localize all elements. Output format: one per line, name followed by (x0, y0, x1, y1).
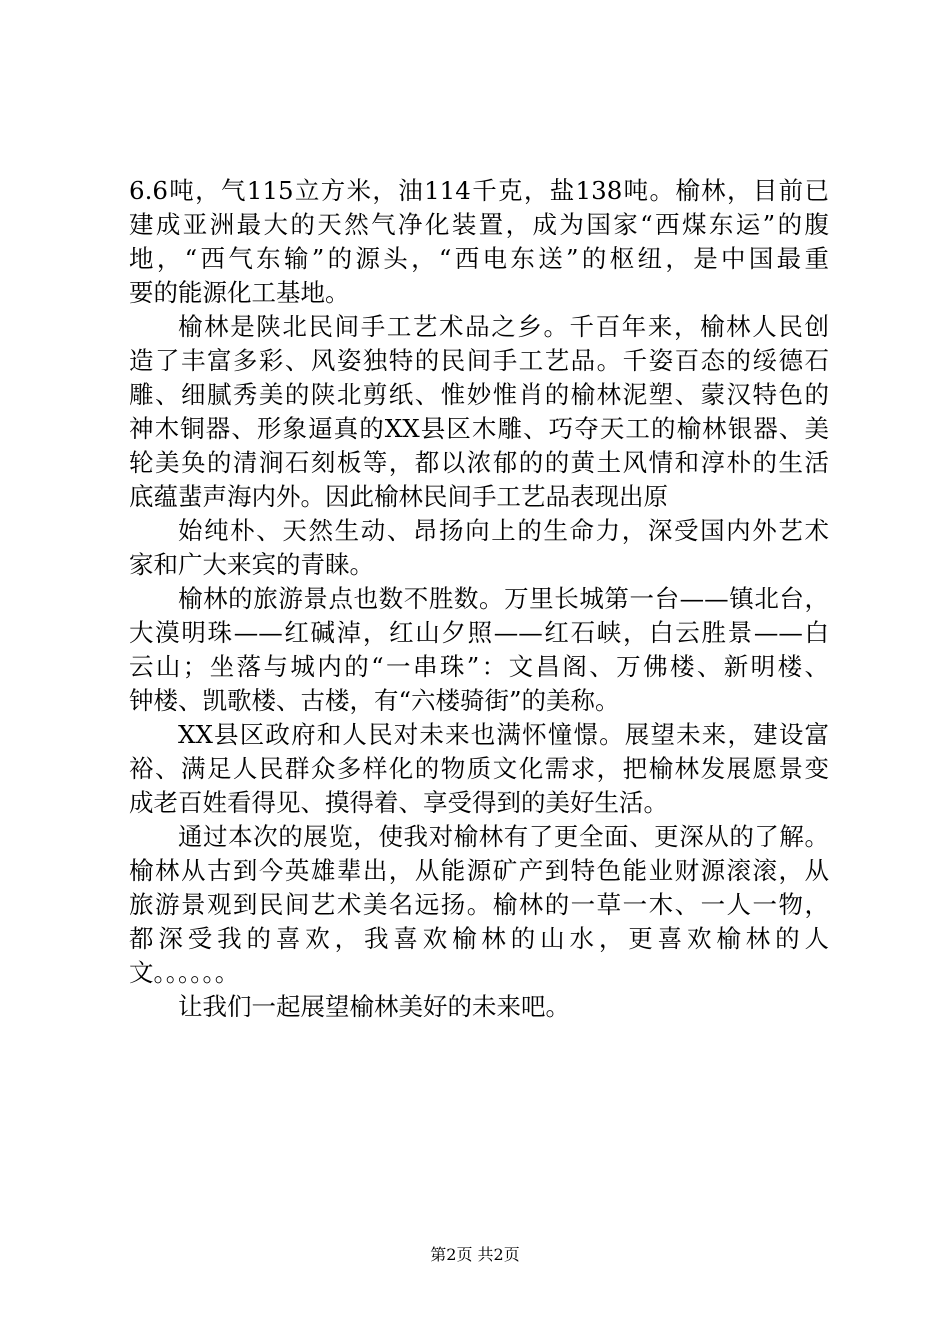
text-line: 榆林是陕北民间手工艺术品之乡。千百年来，榆林人民创 (178, 312, 829, 341)
text-line: 地，“西气东输”的源头，“西电东送”的枢纽，是中国最重 (129, 244, 829, 273)
text-line: 家和广大来宾的青睐。 (129, 550, 374, 579)
text-line: 成老百姓看得见、摸得着、享受得到的美好生活。 (129, 788, 668, 817)
document-body (129, 174, 829, 1024)
text-line: 雕、细腻秀美的陕北剪纸、惟妙惟肖的榆林泥塑、蒙汉特色的 (129, 380, 829, 409)
text-line: XX县区政府和人民对未来也满怀憧憬。展望未来，建设富 (178, 720, 829, 749)
text-line: 文。。。。。。 (129, 958, 240, 987)
text-line: 轮美奂的清涧石刻板等，都以浓郁的的黄土风情和淳朴的生活 (129, 448, 829, 477)
text-line: 榆林从古到今英雄辈出，从能源矿产到特色能业财源滚滚，从 (129, 856, 829, 885)
text-line: 造了丰富多彩、风姿独特的民间手工艺品。千姿百态的绥德石 (129, 346, 829, 375)
paragraph (129, 820, 829, 990)
text-line: 榆林的旅游景点也数不胜数。万里长城第一台——镇北台， (178, 584, 829, 613)
paragraph (129, 718, 829, 820)
text-line: 云山；坐落与城内的“一串珠”：文昌阁、万佛楼、新明楼、 (129, 652, 829, 681)
text-line: 底蕴蜚声海内外。因此榆林民间手工艺品表现出原 (129, 482, 668, 511)
text-line: 始纯朴、天然生动、昂扬向上的生命力，深受国内外艺术 (178, 516, 829, 545)
text-line: 裕、满足人民群众多样化的物质文化需求，把榆林发展愿景变 (129, 754, 829, 783)
text-line: 让我们一起展望榆林美好的未来吧。 (178, 992, 570, 1021)
paragraph (129, 174, 829, 310)
paragraph (129, 990, 829, 1024)
text-line: 神木铜器、形象逼真的XX县区木雕、巧夺天工的榆林银器、美 (129, 414, 829, 443)
text-line: 大漠明珠——红碱淖，红山夕照——红石峡，白云胜景——白 (129, 618, 829, 647)
text-line: 要的能源化工基地。 (129, 278, 350, 307)
text-line: 旅游景观到民间艺术美名远扬。榆林的一草一木、一人一物， (129, 890, 829, 919)
text-line: 都深受我的喜欢，我喜欢榆林的山水，更喜欢榆林的人 (129, 924, 829, 953)
text-line: 通过本次的展览，使我对榆林有了更全面、更深从的了解。 (178, 822, 829, 851)
paragraph (129, 310, 829, 514)
paragraph (129, 514, 829, 582)
text-line: 6.6吨，气115立方米，油114千克，盐138吨。榆林，目前已 (129, 176, 829, 205)
text-line: 钟楼、凯歌楼、古楼，有“六楼骑街”的美称。 (129, 686, 620, 715)
paragraph (129, 582, 829, 718)
page-number-footer: 第2页 共2页 (430, 1245, 520, 1264)
text-line: 建成亚洲最大的天然气净化装置，成为国家“西煤东运”的腹 (129, 210, 829, 239)
